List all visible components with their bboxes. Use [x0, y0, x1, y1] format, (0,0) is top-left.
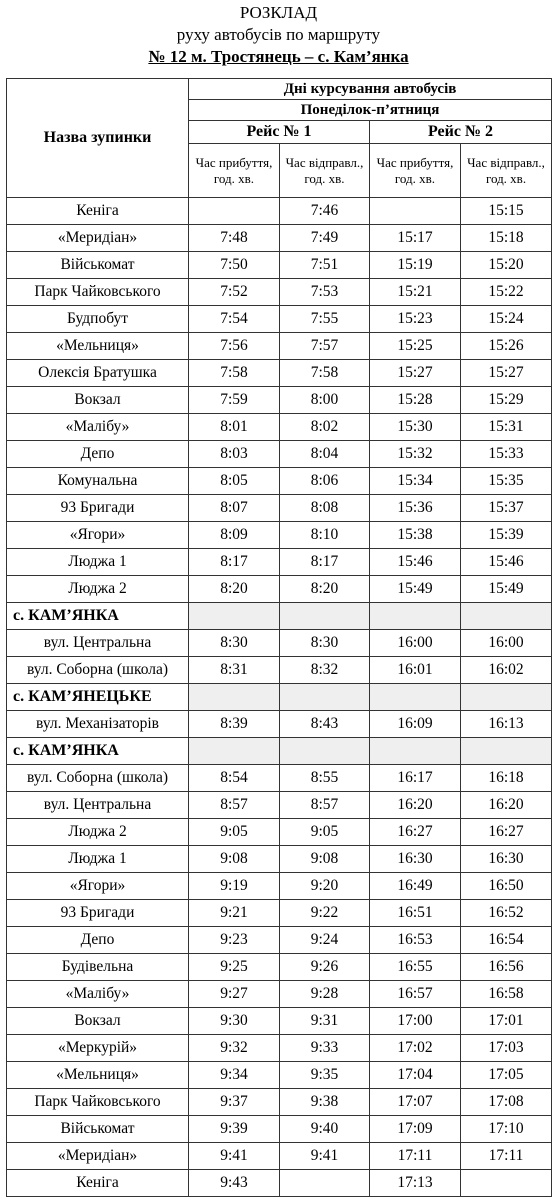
trip-1-arrival: 9:43: [189, 1170, 280, 1197]
trip-2-departure: 15:22: [461, 279, 552, 306]
empty-cell: [189, 738, 280, 765]
table-row: [7, 1089, 552, 1116]
table-row: [7, 765, 552, 792]
stop-name: вул. Центральна: [7, 792, 189, 819]
table-row: [7, 1008, 552, 1035]
trip-1-departure: 8:06: [280, 468, 370, 495]
trip-2-departure: 15:26: [461, 333, 552, 360]
trip-1-departure: 9:38: [280, 1089, 370, 1116]
trip-2-arrival: 16:20: [370, 792, 461, 819]
trip-1-arrival: 9:08: [189, 846, 280, 873]
trip-1-arrival: 8:03: [189, 441, 280, 468]
empty-cell: [370, 684, 461, 711]
trip-1-departure: 8:17: [280, 549, 370, 576]
trip-2-departure: 15:46: [461, 549, 552, 576]
stop-name: Олексія Братушка: [7, 360, 189, 387]
stop-name: Люджа 1: [7, 549, 189, 576]
table-row: [7, 441, 552, 468]
stop-name: Депо: [7, 927, 189, 954]
trip-1-departure: 8:10: [280, 522, 370, 549]
empty-cell: [280, 684, 370, 711]
trip-2-arrival: [370, 198, 461, 225]
table-row: [7, 549, 552, 576]
trip-2-arrival: 17:11: [370, 1143, 461, 1170]
empty-cell: [280, 738, 370, 765]
trip-1-arrival: 8:01: [189, 414, 280, 441]
table-row: [7, 846, 552, 873]
table-row: [7, 657, 552, 684]
trip-2-departure: 15:35: [461, 468, 552, 495]
trip-2-arrival: 15:28: [370, 387, 461, 414]
trip-2-header: Рейс № 2: [370, 121, 552, 144]
trip-1-departure: 8:30: [280, 630, 370, 657]
trip-2-arrival: 15:25: [370, 333, 461, 360]
trip-1-departure: 7:46: [280, 198, 370, 225]
section-row: [7, 738, 552, 765]
trip-2-arrival: 16:27: [370, 819, 461, 846]
stop-name: Люджа 2: [7, 819, 189, 846]
table-row: [7, 1116, 552, 1143]
empty-cell: [189, 603, 280, 630]
trip-1-arrival: 9:05: [189, 819, 280, 846]
trip-2-departure: 16:50: [461, 873, 552, 900]
trip-2-arrival: 16:53: [370, 927, 461, 954]
trip-1-departure: 8:02: [280, 414, 370, 441]
empty-cell: [189, 684, 280, 711]
trip-1-departure-header: Час відправл., год. хв.: [280, 144, 370, 198]
trip-2-departure: 15:49: [461, 576, 552, 603]
stop-name: «Меркурій»: [7, 1035, 189, 1062]
trip-2-arrival: 15:19: [370, 252, 461, 279]
table-row: [7, 495, 552, 522]
table-row: [7, 360, 552, 387]
trip-1-departure: 7:58: [280, 360, 370, 387]
table-row: [7, 414, 552, 441]
table-row: [7, 1170, 552, 1197]
trip-2-arrival: 15:36: [370, 495, 461, 522]
trip-2-departure-header: Час відправл., год. хв.: [461, 144, 552, 198]
stop-name: «Мельниця»: [7, 333, 189, 360]
trip-1-arrival: [189, 198, 280, 225]
trip-2-departure: 17:01: [461, 1008, 552, 1035]
trip-1-departure: 7:55: [280, 306, 370, 333]
trip-1-arrival: 8:20: [189, 576, 280, 603]
trip-2-arrival: 15:27: [370, 360, 461, 387]
stop-name: Військомат: [7, 1116, 189, 1143]
stop-name: Вокзал: [7, 387, 189, 414]
table-row: [7, 225, 552, 252]
trip-1-departure: 7:57: [280, 333, 370, 360]
trip-2-departure: 17:03: [461, 1035, 552, 1062]
trip-2-arrival: 15:32: [370, 441, 461, 468]
trip-1-arrival: 9:19: [189, 873, 280, 900]
trip-2-departure: 15:18: [461, 225, 552, 252]
trip-1-departure: 7:51: [280, 252, 370, 279]
table-row: [7, 954, 552, 981]
trip-1-arrival: 8:39: [189, 711, 280, 738]
trip-2-departure: 15:31: [461, 414, 552, 441]
trip-2-arrival: 15:38: [370, 522, 461, 549]
trip-1-departure: 7:49: [280, 225, 370, 252]
trip-1-arrival: 9:37: [189, 1089, 280, 1116]
trip-1-arrival: 7:48: [189, 225, 280, 252]
section-name: с. КАМ’ЯНЕЦЬКЕ: [7, 684, 189, 711]
trip-2-arrival-header: Час прибуття, год. хв.: [370, 144, 461, 198]
trip-2-arrival: 15:17: [370, 225, 461, 252]
trip-1-arrival: 8:30: [189, 630, 280, 657]
table-row: [7, 198, 552, 225]
trip-2-departure: 15:20: [461, 252, 552, 279]
trip-1-arrival: 9:27: [189, 981, 280, 1008]
schedule-title: [0, 0, 557, 70]
table-row: [7, 630, 552, 657]
trip-1-departure: 9:40: [280, 1116, 370, 1143]
trip-1-arrival: 8:17: [189, 549, 280, 576]
trip-1-departure: 9:24: [280, 927, 370, 954]
stop-name: Парк Чайковського: [7, 279, 189, 306]
table-row: [7, 927, 552, 954]
weekdays-header: Понеділок-п’ятниця: [189, 100, 552, 121]
trip-1-arrival: 9:39: [189, 1116, 280, 1143]
trip-2-arrival: 16:17: [370, 765, 461, 792]
table-row: [7, 819, 552, 846]
trip-2-departure: 16:20: [461, 792, 552, 819]
table-row: [7, 1143, 552, 1170]
timetable: [6, 78, 552, 1197]
table-row: [7, 387, 552, 414]
trip-1-departure: 9:22: [280, 900, 370, 927]
trip-1-departure: 9:20: [280, 873, 370, 900]
trip-2-arrival: 16:00: [370, 630, 461, 657]
trip-1-departure: 9:41: [280, 1143, 370, 1170]
stop-name: «Малібу»: [7, 414, 189, 441]
trip-2-departure: 16:52: [461, 900, 552, 927]
stop-name: Депо: [7, 441, 189, 468]
trip-2-departure: 16:00: [461, 630, 552, 657]
table-row: [7, 873, 552, 900]
stop-name: Парк Чайковського: [7, 1089, 189, 1116]
trip-1-departure: 8:57: [280, 792, 370, 819]
stop-name: вул. Центральна: [7, 630, 189, 657]
trip-2-arrival: 15:46: [370, 549, 461, 576]
trip-1-departure: 9:28: [280, 981, 370, 1008]
trip-2-departure: 15:33: [461, 441, 552, 468]
trip-1-departure: 9:26: [280, 954, 370, 981]
trip-1-arrival-header: Час прибуття, год. хв.: [189, 144, 280, 198]
stop-name-header: Назва зупинки: [7, 79, 189, 198]
stop-name: Люджа 1: [7, 846, 189, 873]
trip-2-departure: 16:56: [461, 954, 552, 981]
title-line-1: РОЗКЛАД: [239, 3, 318, 22]
stop-name: Кеніга: [7, 198, 189, 225]
trip-1-departure: 8:55: [280, 765, 370, 792]
trip-1-departure: 9:33: [280, 1035, 370, 1062]
stop-name: «Меридіан»: [7, 1143, 189, 1170]
empty-cell: [370, 738, 461, 765]
stop-name: Будівельна: [7, 954, 189, 981]
trip-1-arrival: 7:56: [189, 333, 280, 360]
trip-1-departure: 8:08: [280, 495, 370, 522]
table-row: [7, 711, 552, 738]
trip-1-departure: 7:53: [280, 279, 370, 306]
stop-name: 93 Бригади: [7, 495, 189, 522]
trip-1-arrival: 7:54: [189, 306, 280, 333]
trip-2-arrival: 16:30: [370, 846, 461, 873]
trip-2-departure: 17:10: [461, 1116, 552, 1143]
table-row: [7, 981, 552, 1008]
trip-1-departure: 8:04: [280, 441, 370, 468]
section-row: [7, 603, 552, 630]
trip-2-arrival: 15:23: [370, 306, 461, 333]
trip-2-departure: 15:29: [461, 387, 552, 414]
stop-name: Кеніга: [7, 1170, 189, 1197]
trip-1-arrival: 9:21: [189, 900, 280, 927]
trip-2-arrival: 16:51: [370, 900, 461, 927]
empty-cell: [370, 603, 461, 630]
table-row: [7, 576, 552, 603]
stop-name: «Мельниця»: [7, 1062, 189, 1089]
trip-1-arrival: 8:57: [189, 792, 280, 819]
stop-name: Військомат: [7, 252, 189, 279]
stop-name: вул. Соборна (школа): [7, 765, 189, 792]
trip-2-departure: 15:24: [461, 306, 552, 333]
stop-name: Люджа 2: [7, 576, 189, 603]
stop-name: 93 Бригади: [7, 900, 189, 927]
trip-1-departure: 9:05: [280, 819, 370, 846]
trip-2-departure: [461, 1170, 552, 1197]
empty-cell: [461, 603, 552, 630]
days-header: Дні курсування автобусів: [189, 79, 552, 100]
section-row: [7, 684, 552, 711]
trip-1-departure: 8:00: [280, 387, 370, 414]
trip-2-arrival: 15:30: [370, 414, 461, 441]
stop-name: Будпобут: [7, 306, 189, 333]
trip-1-departure: 9:35: [280, 1062, 370, 1089]
trip-1-departure: [280, 1170, 370, 1197]
trip-2-arrival: 15:34: [370, 468, 461, 495]
stop-name: «Ягори»: [7, 873, 189, 900]
section-name: с. КАМ’ЯНКА: [7, 738, 189, 765]
route-name: № 12 м. Тростянець – с. Кам’янка: [148, 47, 409, 66]
empty-cell: [280, 603, 370, 630]
stop-name: «Меридіан»: [7, 225, 189, 252]
trip-1-header: Рейс № 1: [189, 121, 370, 144]
stop-name: «Ягори»: [7, 522, 189, 549]
trip-1-arrival: 7:52: [189, 279, 280, 306]
trip-2-arrival: 16:09: [370, 711, 461, 738]
trip-2-arrival: 15:21: [370, 279, 461, 306]
empty-cell: [461, 738, 552, 765]
timetable-body: [7, 198, 552, 1197]
table-row: [7, 468, 552, 495]
trip-1-arrival: 9:34: [189, 1062, 280, 1089]
trip-1-arrival: 7:50: [189, 252, 280, 279]
trip-1-arrival: 8:07: [189, 495, 280, 522]
table-row: [7, 252, 552, 279]
table-row: [7, 900, 552, 927]
trip-2-departure: 15:39: [461, 522, 552, 549]
table-row: [7, 522, 552, 549]
trip-2-departure: 17:11: [461, 1143, 552, 1170]
trip-2-arrival: 16:01: [370, 657, 461, 684]
trip-1-arrival: 7:58: [189, 360, 280, 387]
trip-1-departure: 8:43: [280, 711, 370, 738]
trip-2-departure: 15:37: [461, 495, 552, 522]
trip-2-arrival: 17:02: [370, 1035, 461, 1062]
table-row: [7, 306, 552, 333]
trip-1-departure: 9:31: [280, 1008, 370, 1035]
trip-1-arrival: 9:32: [189, 1035, 280, 1062]
trip-1-arrival: 9:25: [189, 954, 280, 981]
table-row: [7, 279, 552, 306]
trip-2-departure: 15:27: [461, 360, 552, 387]
table-row: [7, 333, 552, 360]
trip-2-departure: 17:08: [461, 1089, 552, 1116]
trip-1-arrival: 9:30: [189, 1008, 280, 1035]
title-line-2: руху автобусів по маршруту: [176, 25, 381, 44]
stop-name: вул. Соборна (школа): [7, 657, 189, 684]
trip-1-arrival: 8:05: [189, 468, 280, 495]
trip-2-departure: 16:18: [461, 765, 552, 792]
trip-2-arrival: 16:55: [370, 954, 461, 981]
stop-name: вул. Механізаторів: [7, 711, 189, 738]
empty-cell: [461, 684, 552, 711]
table-row: [7, 1035, 552, 1062]
trip-2-departure: 16:13: [461, 711, 552, 738]
trip-2-arrival: 17:13: [370, 1170, 461, 1197]
trip-1-arrival: 9:41: [189, 1143, 280, 1170]
trip-2-departure: 17:05: [461, 1062, 552, 1089]
trip-2-departure: 16:27: [461, 819, 552, 846]
trip-1-departure: 8:20: [280, 576, 370, 603]
trip-2-departure: 16:30: [461, 846, 552, 873]
stop-name: «Малібу»: [7, 981, 189, 1008]
trip-2-departure: 16:54: [461, 927, 552, 954]
section-name: с. КАМ’ЯНКА: [7, 603, 189, 630]
trip-2-arrival: 17:00: [370, 1008, 461, 1035]
trip-2-departure: 15:15: [461, 198, 552, 225]
table-row: [7, 1062, 552, 1089]
trip-1-departure: 9:08: [280, 846, 370, 873]
trip-2-departure: 16:02: [461, 657, 552, 684]
trip-2-arrival: 17:07: [370, 1089, 461, 1116]
trip-1-arrival: 8:31: [189, 657, 280, 684]
trip-2-arrival: 15:49: [370, 576, 461, 603]
trip-1-arrival: 8:09: [189, 522, 280, 549]
stop-name: Вокзал: [7, 1008, 189, 1035]
trip-2-arrival: 16:49: [370, 873, 461, 900]
trip-2-arrival: 17:09: [370, 1116, 461, 1143]
trip-1-departure: 8:32: [280, 657, 370, 684]
trip-2-departure: 16:58: [461, 981, 552, 1008]
trip-1-arrival: 7:59: [189, 387, 280, 414]
trip-2-arrival: 17:04: [370, 1062, 461, 1089]
table-row: [7, 792, 552, 819]
stop-name: Комунальна: [7, 468, 189, 495]
trip-1-arrival: 8:54: [189, 765, 280, 792]
trip-1-arrival: 9:23: [189, 927, 280, 954]
trip-2-arrival: 16:57: [370, 981, 461, 1008]
